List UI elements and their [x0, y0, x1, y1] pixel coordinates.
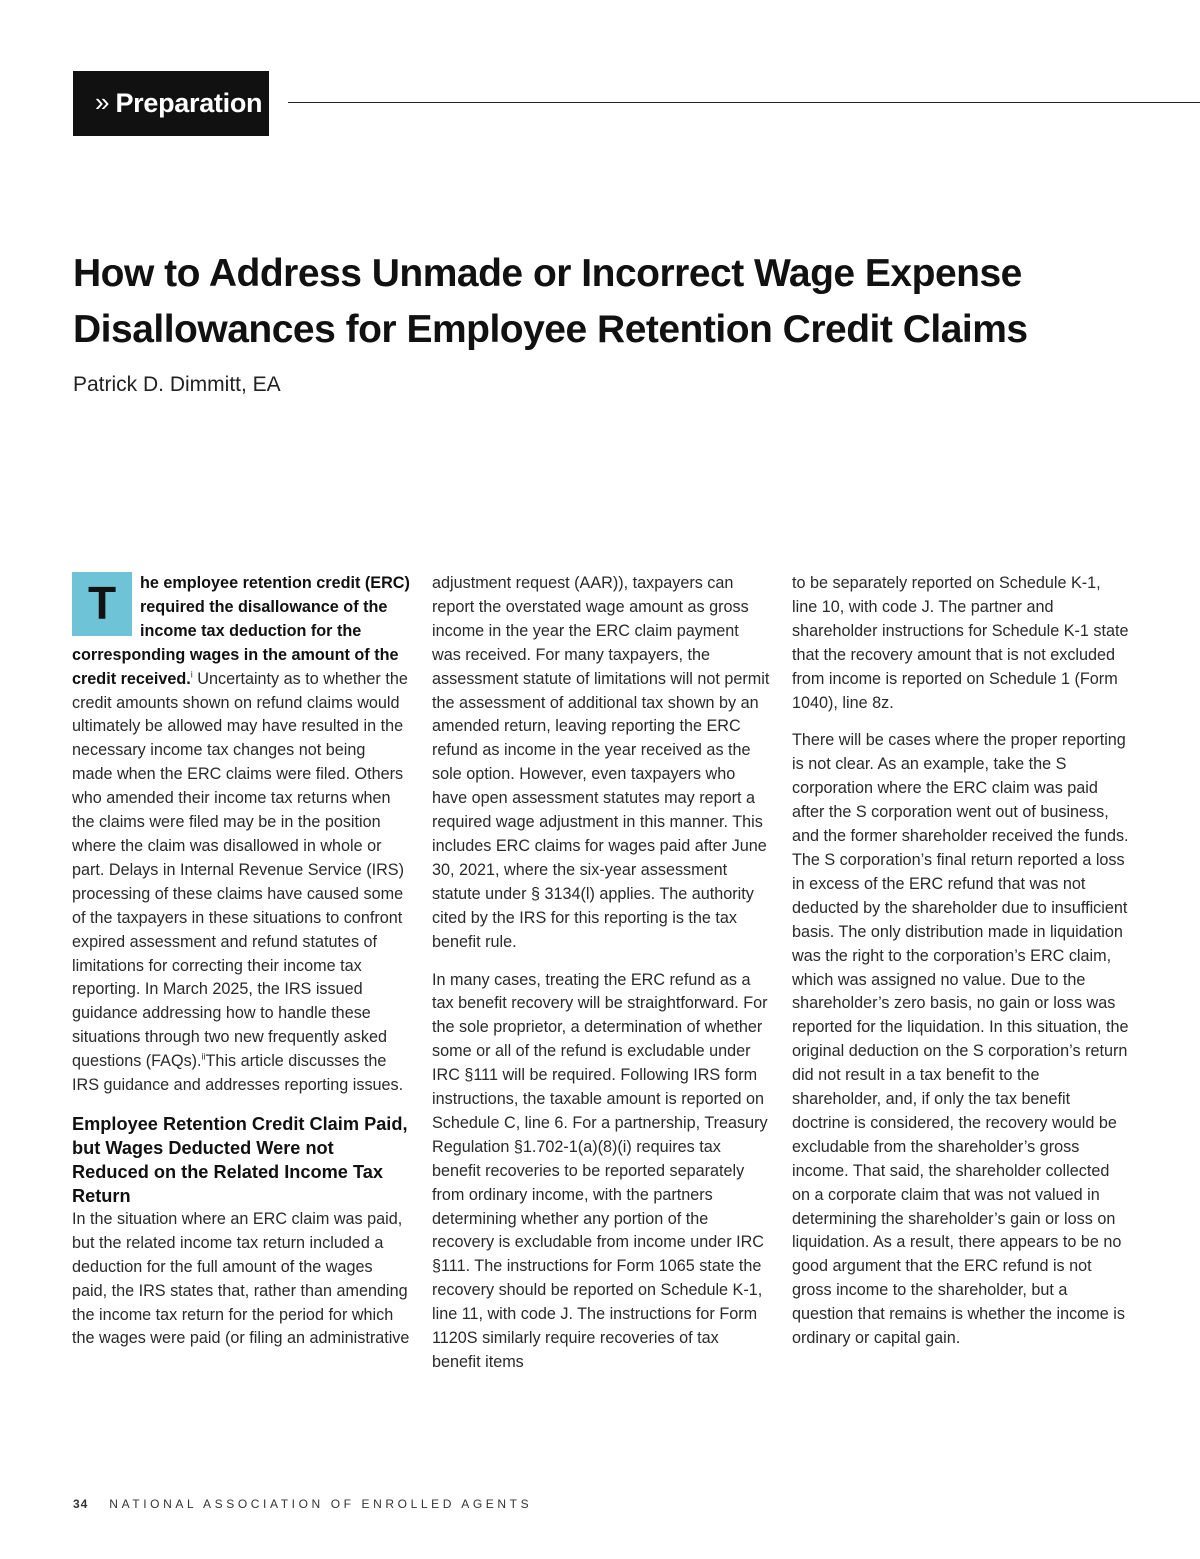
body-paragraph: In the situation where an ERC claim was paid, but the related income tax return included a deduction for the full amount of the wages paid, the IRS states that, rather than amending the income tax return for the period for which the wages were paid (or filing an administrative: [72, 1209, 410, 1348]
publication-name: NATIONAL ASSOCIATION OF ENROLLED AGENTS: [109, 1497, 533, 1511]
body-text: This article discusses the IRS guidance and addresses reporting issues.: [72, 1052, 404, 1095]
column-1: [72, 572, 410, 1365]
lead-text: he employee retention credit (ERC) required the disallowance of the income tax deduction for the corresponding wages in the amount of the credit received.: [72, 574, 410, 688]
subheading: Employee Retention Credit Claim Paid, but Wages Deducted Were not Reduced on the Related Income Tax Return: [72, 1113, 408, 1206]
body-text: Uncertainty as to whether the credit amounts shown on refund claims would ultimately be allowed may have resulted in the necessary income tax changes not being made when the ERC claims were filed. Others who amended their income tax returns when the claims were filed may be in the position where the claim was disallowed in whole or part. Delays in Internal Revenue Service (IRS) processing of these claims have caused some of the taxpayers in these situations to confront expired assessment and refund statutes of limitations for correcting their income tax reporting. In March 2025, the IRS issued guidance addressing how to handle these situations through two new frequently asked questions (FAQs).: [72, 669, 408, 1071]
endnote-ref[interactable]: ii: [201, 1051, 206, 1062]
body-paragraph: adjustment request (AAR)), taxpayers can report the overstated wage amount as gross income in the year the ERC claim payment was received. For many taxpayers, the assessment statute of limitations will not permit the assessment of additional tax shown by an amended return, leaving reporting the ERC refund as income in the year received as the sole option. However, even taxpayers who have open assessment statutes may report a required wage adjustment in this manner. This includes ERC claims for wages paid after June 30, 2021, where the six-year assessment statute under § 3134(l) applies. The authority cited by the IRS for this reporting is the tax benefit rule.: [432, 574, 770, 951]
section-label: Preparation: [115, 88, 263, 118]
page-footer: [73, 1497, 532, 1511]
header-rule: [288, 102, 1200, 103]
drop-cap: T: [72, 572, 132, 636]
intro-paragraph: [72, 572, 410, 1098]
column-3: [792, 572, 1130, 1365]
body-paragraph: In many cases, treating the ERC refund as a tax benefit recovery will be straightforward. For the sole proprietor, a determination of whether some or all of the refund is excludable under IRC §111 will be required. Following IRS form instructions, the taxable amount is reported on Schedule C, line 6. For a partnership, Treasury Regulation §1.702-1(a)(8)(i) requires tax benefit recoveries to be reported separately from ordinary income, with the partners determining whether any portion of the recovery is excludable from income under IRC §111. The instructions for Form 1065 state the recovery should be reported on Schedule K-1, line 11, with code J. The instructions for Form 1120S similarly require recoveries of tax benefit items: [432, 970, 768, 1371]
page-number: 34: [73, 1497, 89, 1511]
article-author: Patrick D. Dimmitt, EA: [73, 373, 281, 396]
column-2: [432, 572, 770, 1389]
endnote-ref[interactable]: i: [190, 669, 193, 680]
section-tag: [73, 71, 269, 136]
chevron-right-icon: »: [95, 86, 110, 117]
body-paragraph: There will be cases where the proper reporting is not clear. As an example, take the S corporation where the ERC claim was paid after the S corporation went out of business, and the former shareholder received the funds. The S corporation’s final return reported a loss in excess of the ERC refund that was not deducted by the shareholder due to insufficient basis. The only distribution made in liquidation was the right to the corporation’s ERC claim, which was assigned no value. Due to the shareholder’s zero basis, no gain or loss was reported for the liquidation. In this situation, the original deduction on the S corporation’s return did not result in a tax benefit to the shareholder, and, if only the tax benefit doctrine is considered, the recovery would be excludable from the shareholder’s gross income. That said, the shareholder collected on a corporate claim that was not valued in determining the shareholder’s gain or loss on liquidation. As a result, there appears to be no good argument that the ERC refund is not gross income to the shareholder, but a question that remains is whether the income is ordinary or capital gain.: [792, 731, 1129, 1348]
body-paragraph: to be separately reported on Schedule K-1, line 10, with code J. The partner and shareholder instructions for Schedule K-1 state that the recovery amount that is not excluded from income is reported on Schedule 1 (Form 1040), line 8z.: [792, 574, 1129, 712]
article-title: How to Address Unmade or Incorrect Wage Expense Disallowances for Employee Retention Credit Claims: [73, 252, 1028, 351]
